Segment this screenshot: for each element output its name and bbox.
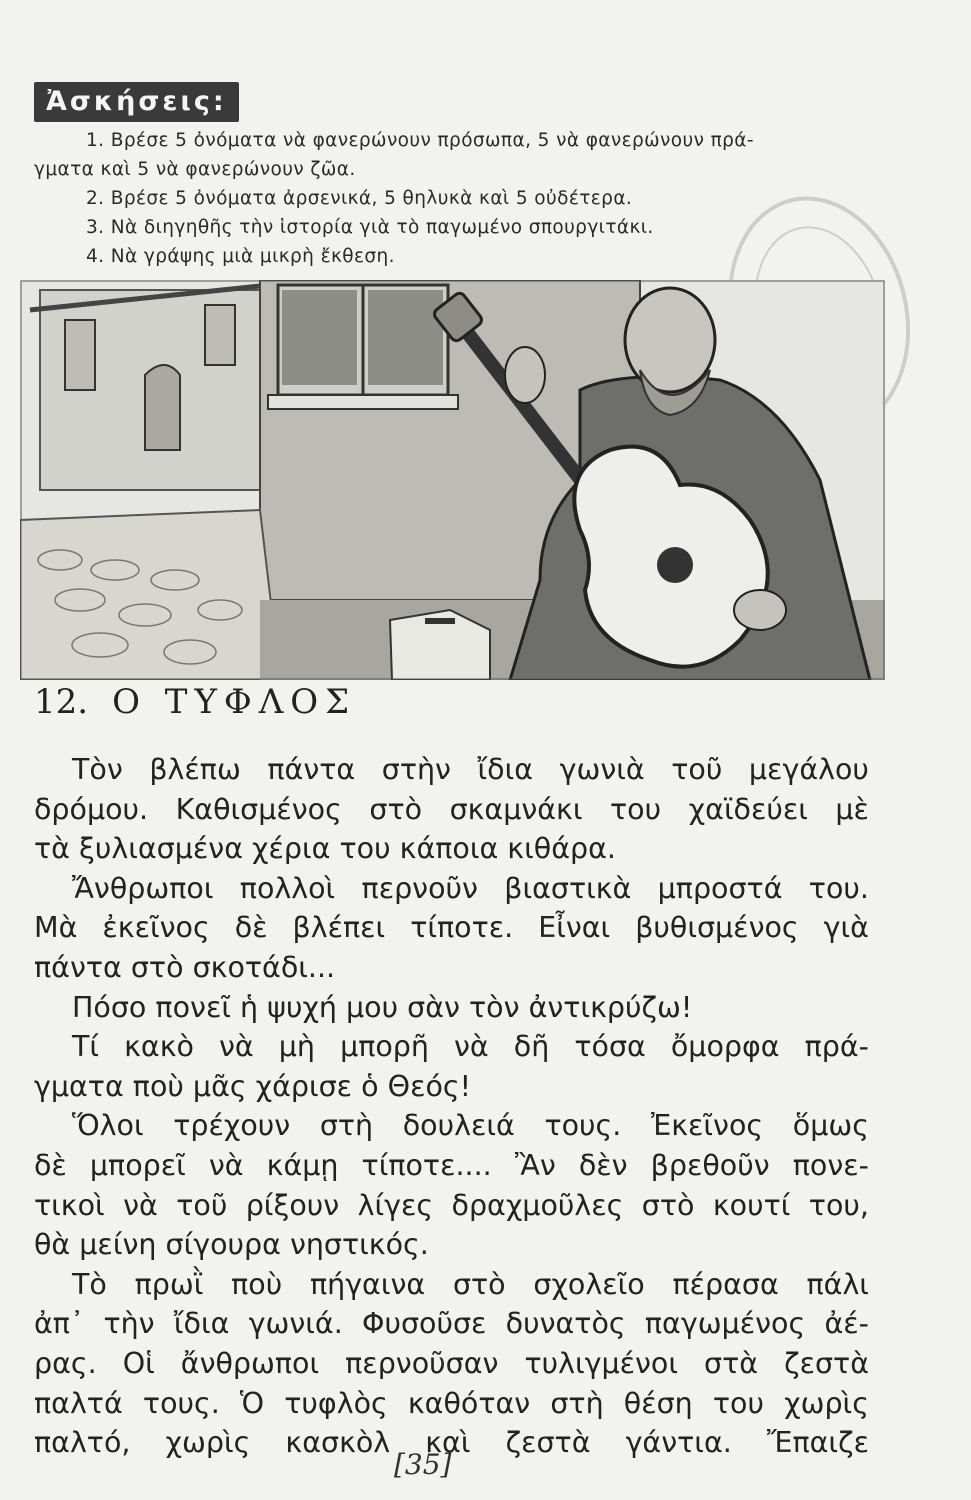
- chapter-heading: [34, 682, 356, 722]
- chapter-number: 12.: [34, 682, 89, 722]
- exercise-line: 2. Βρέσε 5 ὀνόματα ἀρσενικά, 5 θηλυκὰ καὶ 5 οὐδέτερα.: [86, 188, 633, 209]
- exercise-line: γματα καὶ 5 νὰ φανερώνουν ζῶα.: [34, 159, 356, 180]
- chapter-title: Ο ΤΥΦΛΟΣ: [112, 682, 357, 722]
- text-line: Ὅλοι τρέχουν στὴ δουλειά τους. Ἐκεῖνος ὅμως: [72, 1109, 869, 1143]
- text-line: Τὸ πρωῒ ποὺ πήγαινα στὸ σχολεῖο πέρασα πάλι: [72, 1267, 869, 1301]
- text-line: Τί κακὸ νὰ μὴ μπορῆ νὰ δῆ τόσα ὄμορφα πρά-: [72, 1030, 869, 1064]
- text-line: δὲ μπορεῖ νὰ κάμῃ τίποτε.... Ἂν δὲν βρεθοῦν πονε-: [34, 1148, 869, 1182]
- text-line: Ἄνθρωποι πολλοὶ περνοῦν βιαστικὰ μπροστά του.: [72, 871, 869, 905]
- show-through-text: [90, 40, 98, 74]
- text-line: δρόμου. Καθισμένος στὸ σκαμνάκι του χαϊδεύει μὲ: [34, 792, 869, 826]
- exercise-line: 4. Νὰ γράψης μιὰ μικρὴ ἔκθεση.: [86, 246, 395, 267]
- text-line: πάντα στὸ σκοτάδι...: [34, 950, 336, 984]
- blind-guitarist-illustration: [20, 280, 885, 680]
- text-line: ρας. Οἱ ἄνθρωποι περνοῦσαν τυλιγμένοι στὰ ζεστὰ: [34, 1346, 869, 1380]
- exercise-line: 1. Βρέσε 5 ὀνόματα νὰ φανερώνουν πρόσωπα, 5 νὰ φανερώνουν πρά-: [86, 130, 754, 151]
- text-line: παλτό, χωρὶς κασκὸλ καὶ ζεστὰ γάντια. Ἔπαιζε: [34, 1426, 869, 1460]
- exercise-line: 3. Νὰ διηγηθῆς τὴν ἱστορία γιὰ τὸ παγωμένο σπουργιτάκι.: [86, 217, 654, 238]
- text-line: Τὸν βλέπω πάντα στὴν ἴδια γωνιὰ τοῦ μεγάλου: [72, 753, 869, 786]
- story-text: [34, 750, 869, 1463]
- text-line: Μὰ ἐκεῖνος δὲ βλέπει τίποτε. Εἶναι βυθισμένος γιὰ: [34, 911, 869, 945]
- text-line: τὰ ξυλιασμένα χέρια του κάποια κιθάρα.: [34, 832, 616, 866]
- page-number: [35]: [394, 1448, 452, 1481]
- text-line: θὰ μείνη σίγουρα νηστικός.: [34, 1228, 429, 1262]
- exercises-title: Ἀσκήσεις:: [34, 82, 239, 122]
- text-line: ἀπ᾿ τὴν ἴδια γωνιά. Φυσοῦσε δυνατὸς παγωμένος ἀέ-: [34, 1307, 869, 1341]
- text-line: γματα ποὺ μᾶς χάρισε ὁ Θεός!: [34, 1069, 472, 1103]
- text-line: παλτά τους. Ὁ τυφλὸς καθόταν στὴ θέση του χωρὶς: [34, 1386, 869, 1420]
- text-line: τικοὶ νὰ τοῦ ρίξουν λίγες δραχμοῦλες στὸ κουτί του,: [34, 1188, 869, 1222]
- text-line: Πόσο πονεῖ ἡ ψυχή μου σὰν τὸν ἀντικρύζω!: [72, 990, 693, 1024]
